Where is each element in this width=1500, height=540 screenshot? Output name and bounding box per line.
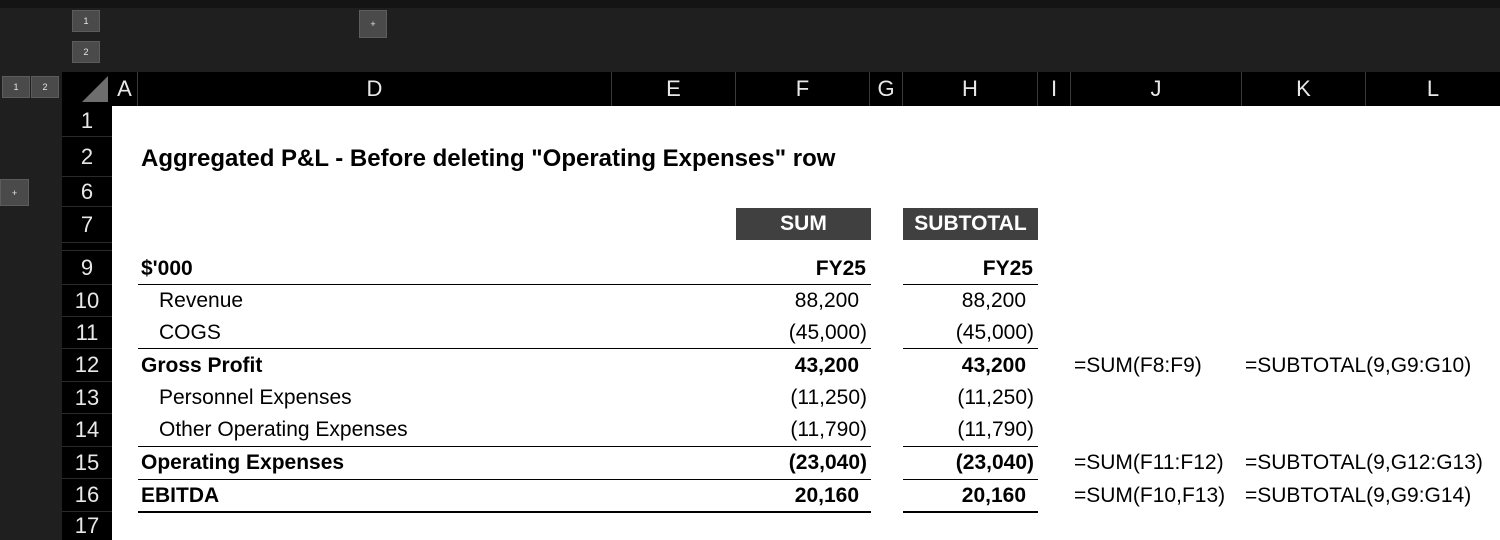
row-header-14[interactable]: 14 [62, 414, 112, 447]
line-value-h: (23,040) [955, 451, 1034, 474]
line-label: Other Operating Expenses [159, 418, 408, 441]
line-value-f: 88,200 [794, 289, 859, 312]
row-header-11[interactable]: 11 [62, 317, 112, 349]
total-line-f [138, 511, 871, 513]
row-outline-level-1-button[interactable]: 1 [2, 76, 30, 98]
row-header-9[interactable]: 9 [62, 251, 112, 285]
select-all-corner[interactable] [62, 72, 112, 106]
row-header-2[interactable]: 2 [62, 137, 112, 177]
column-header-a[interactable]: A [112, 72, 138, 106]
column-header-j[interactable]: J [1071, 72, 1242, 106]
row-outline-gutter [0, 106, 62, 540]
line-value-h: (11,250) [957, 386, 1034, 409]
line-value-f: 43,200 [794, 354, 859, 377]
line-value-f: (45,000) [788, 321, 867, 344]
formula-j: =SUM(F8:F9) [1074, 354, 1202, 377]
column-header-e[interactable]: E [612, 72, 736, 106]
outline-level-2-button[interactable]: 2 [72, 41, 100, 63]
column-header-l[interactable]: L [1366, 72, 1500, 106]
row-group-expand-button[interactable]: + [0, 179, 29, 206]
formula-j: =SUM(F10,F13) [1074, 484, 1226, 507]
sum-header: SUM [736, 208, 871, 240]
row-header-16[interactable]: 16 [62, 479, 112, 512]
title-strip [0, 0, 1500, 8]
row-header-12[interactable]: 12 [62, 349, 112, 382]
fy-label-h: FY25 [982, 257, 1033, 280]
unit-label: $'000 [141, 257, 193, 280]
subtotal-line-f [138, 348, 871, 349]
row-header-7[interactable]: 7 [62, 207, 112, 243]
fy-label-f: FY25 [815, 257, 866, 280]
row-outline-level-2-button[interactable]: 2 [31, 76, 59, 98]
select-all-triangle-icon [62, 72, 112, 106]
formula-k: =SUBTOTAL(9,G12:G13) [1245, 451, 1483, 474]
column-header-k[interactable]: K [1242, 72, 1366, 106]
row-header-15[interactable]: 15 [62, 447, 112, 479]
row-header-hidden [62, 243, 112, 251]
row-header-1[interactable]: 1 [62, 106, 112, 137]
line-value-h: (45,000) [955, 321, 1034, 344]
row-header-17[interactable]: 17 [62, 512, 112, 540]
formula-j: =SUM(F11:F12) [1074, 451, 1224, 474]
outline-level-1-button[interactable]: 1 [72, 10, 100, 32]
column-header-d[interactable]: D [138, 72, 612, 106]
row-header-6[interactable]: 6 [62, 177, 112, 207]
line-label: Revenue [159, 289, 244, 312]
total-line-h [903, 511, 1038, 513]
line-label: Operating Expenses [141, 451, 345, 474]
worksheet-grid[interactable] [112, 106, 1500, 540]
line-label: Gross Profit [141, 354, 263, 377]
column-header-h[interactable]: H [903, 72, 1038, 106]
column-header-i[interactable]: I [1038, 72, 1071, 106]
line-value-f: (23,040) [788, 451, 867, 474]
line-value-f: 20,160 [794, 484, 859, 507]
outline-column-panel [0, 8, 1500, 72]
line-value-f: (11,790) [790, 418, 867, 441]
line-value-h: 88,200 [961, 289, 1026, 312]
line-label: COGS [159, 321, 221, 344]
column-header-g[interactable]: G [870, 72, 903, 106]
row-header-10[interactable]: 10 [62, 285, 112, 317]
line-value-h: 20,160 [961, 484, 1026, 507]
line-value-h: 43,200 [961, 354, 1026, 377]
formula-k: =SUBTOTAL(9,G9:G10) [1245, 354, 1472, 377]
line-label: EBITDA [141, 484, 220, 507]
line-value-h: (11,790) [957, 418, 1034, 441]
line-value-f: (11,250) [790, 386, 867, 409]
sheet-title: Aggregated P&L - Before deleting "Operating Expenses" row [141, 145, 836, 172]
subtotal-header: SUBTOTAL [903, 208, 1038, 240]
formula-k: =SUBTOTAL(9,G9:G14) [1245, 484, 1472, 507]
row-header-13[interactable]: 13 [62, 382, 112, 414]
column-header-f[interactable]: F [736, 72, 870, 106]
subtotal-line-h [903, 348, 1038, 349]
line-label: Personnel Expenses [159, 386, 352, 409]
column-group-expand-button[interactable]: + [359, 10, 387, 38]
